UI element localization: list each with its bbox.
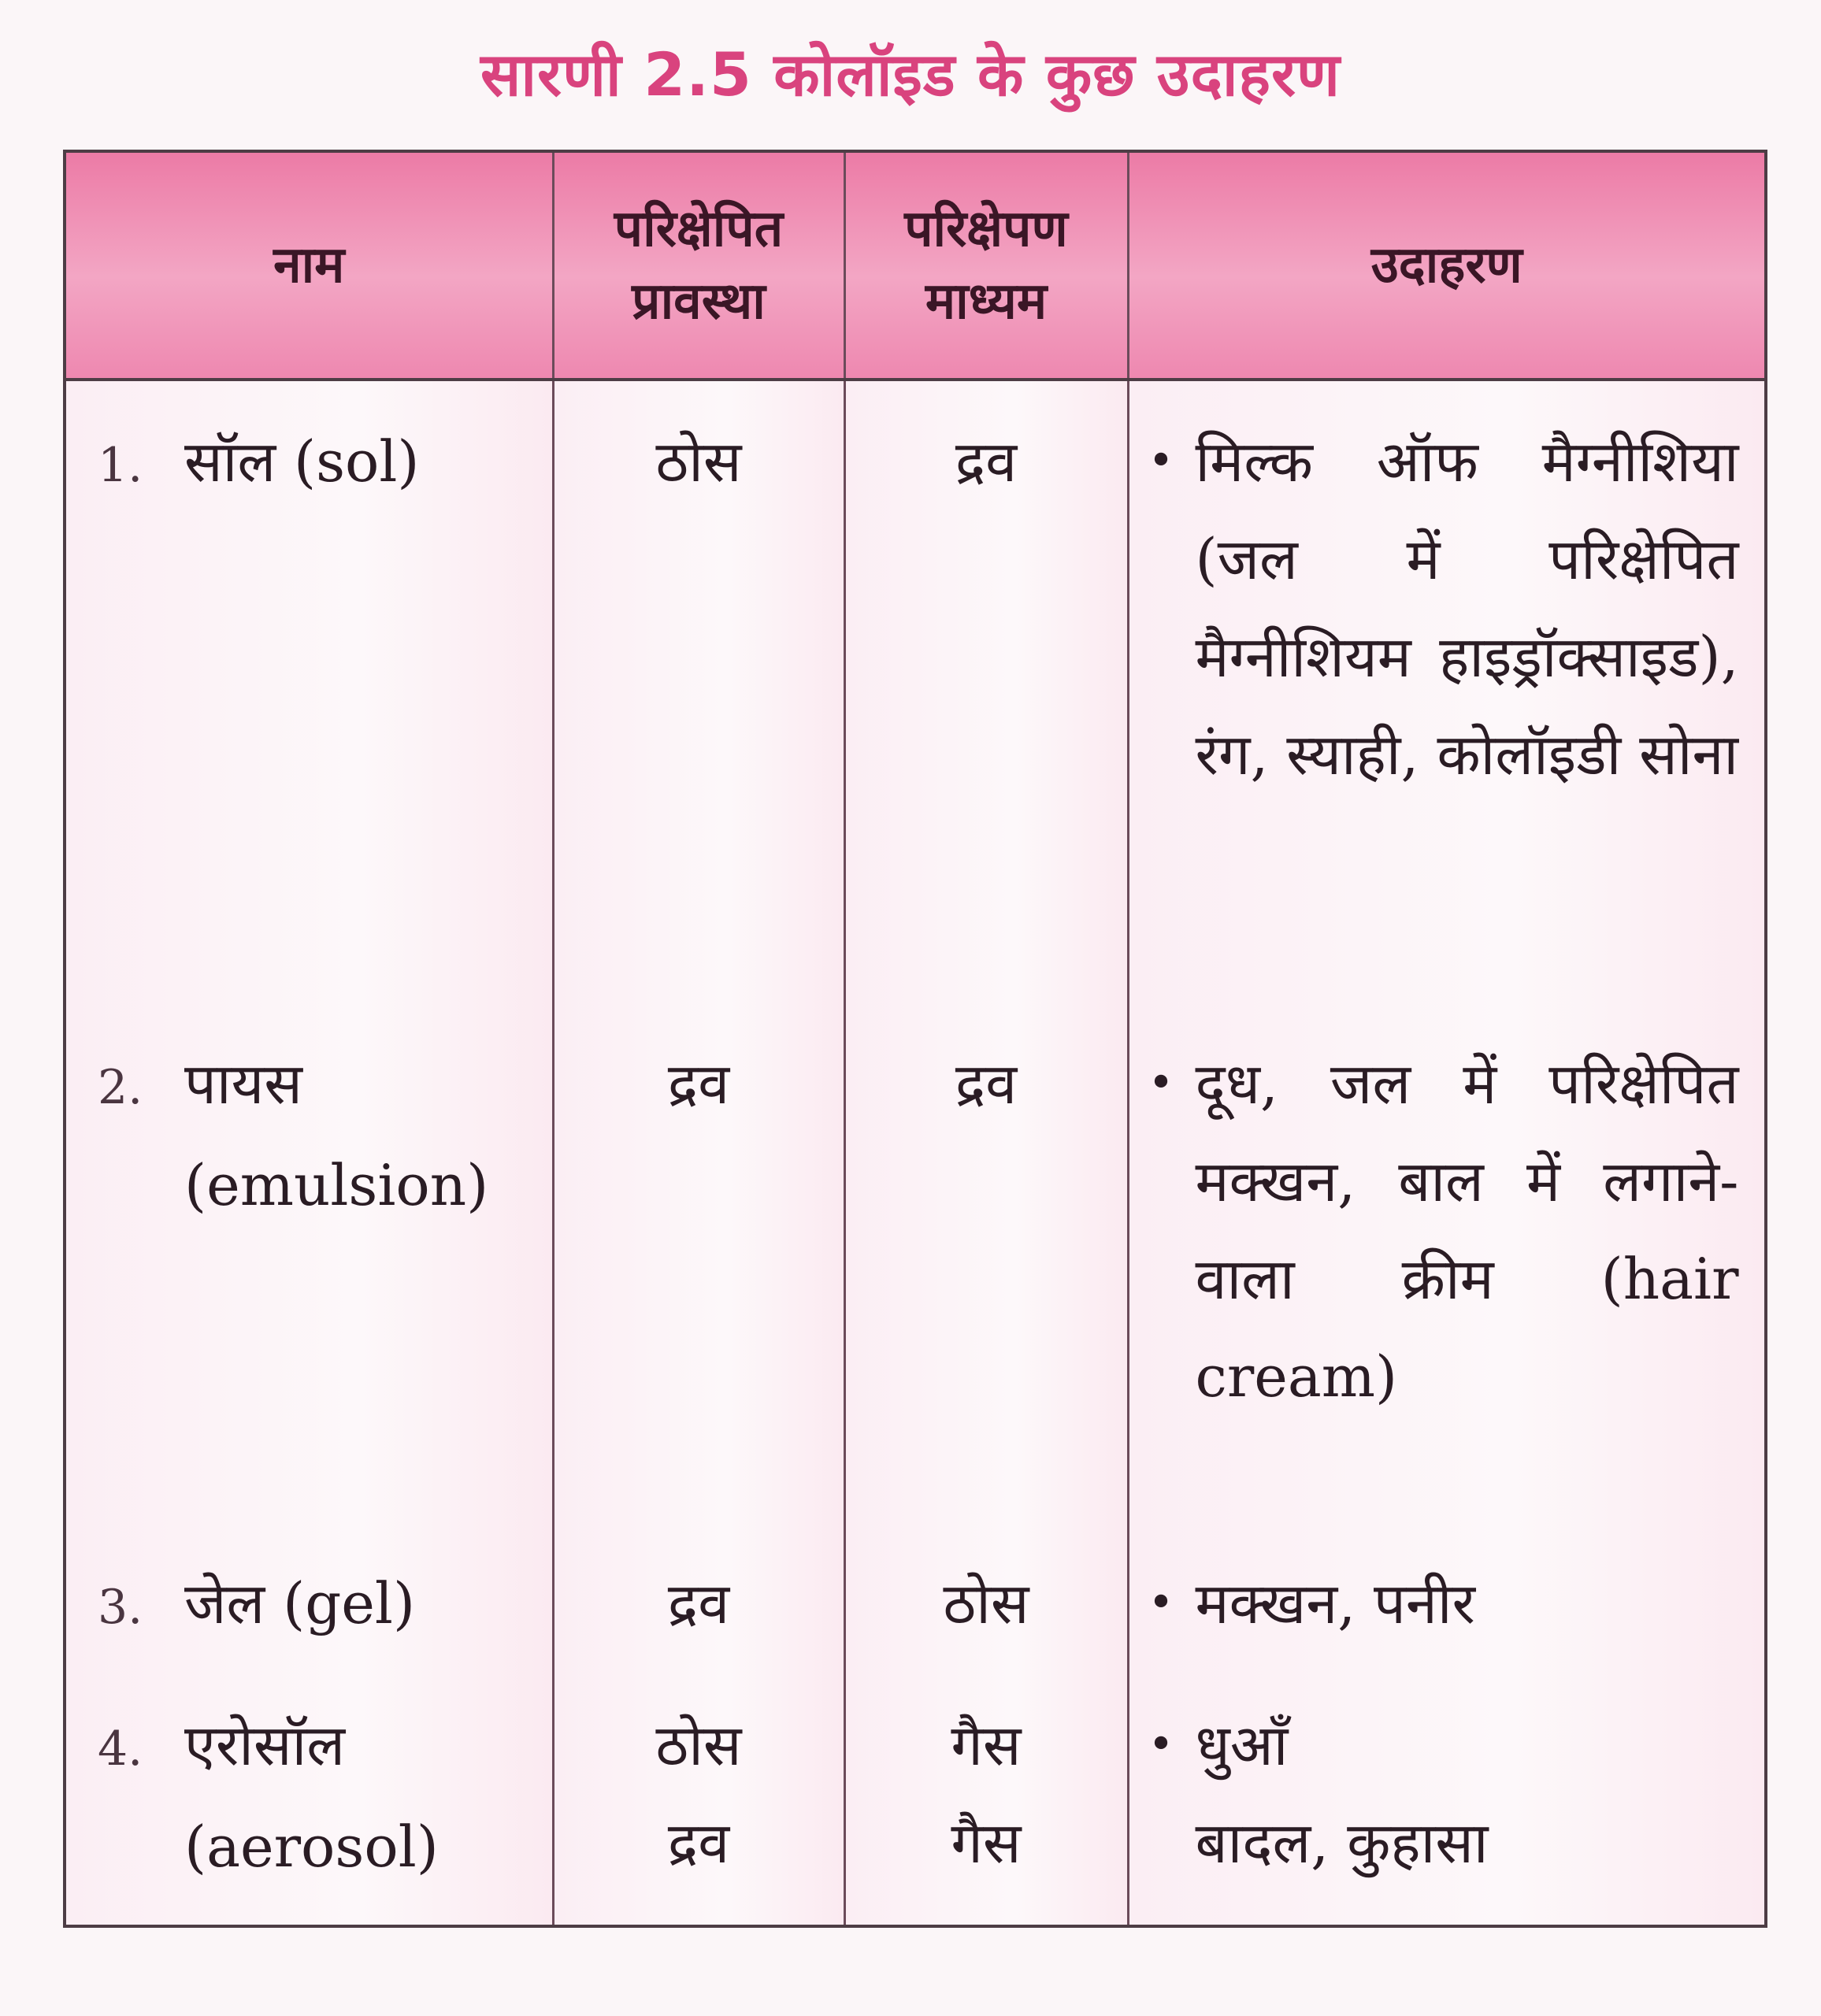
cell-medium <box>844 1696 1128 1926</box>
header-row <box>65 151 1766 380</box>
example-text: मक्खन, पनीर <box>1195 1570 1475 1636</box>
cell-phase: ठोस <box>553 380 844 1003</box>
bullet-icon: • <box>1148 1719 1174 1770</box>
cell-medium: द्रव <box>844 1003 1128 1539</box>
table-row <box>65 1003 1766 1539</box>
cell-example <box>1128 1696 1766 1926</box>
bullet-icon: • <box>1148 1058 1174 1109</box>
header-dispersion-medium: परिक्षेपण माध्यम <box>844 151 1128 380</box>
row-number: 1. <box>98 438 143 493</box>
medium-value: गैस <box>951 1712 1022 1778</box>
row-number: 2. <box>98 1060 143 1115</box>
colloid-examples-table <box>63 150 1767 1928</box>
cell-name <box>65 1539 553 1696</box>
header-name: नाम <box>65 151 553 380</box>
cell-example <box>1128 1539 1766 1696</box>
row-name: जेल (gel) <box>184 1570 416 1636</box>
row-name-english: (emulsion) <box>184 1152 489 1218</box>
table-row <box>65 380 1766 1003</box>
row-name: एरोसॉल <box>184 1712 346 1778</box>
cell-medium: द्रव <box>844 380 1128 1003</box>
cell-name <box>65 1003 553 1539</box>
row-name: पायस <box>184 1051 302 1117</box>
cell-phase <box>553 1696 844 1926</box>
cell-name <box>65 1696 553 1926</box>
row-number: 4. <box>98 1721 143 1777</box>
cell-example <box>1128 380 1766 1003</box>
bullet-icon: • <box>1148 435 1174 487</box>
header-dispersed-phase: परिक्षेपित प्रावस्था <box>553 151 844 380</box>
bullet-icon: • <box>1148 1577 1174 1629</box>
table-row <box>65 1696 1766 1926</box>
example-text: दूध, जल में परिक्षेपित मक्खन, बाल में लगाने-वाला क्रीम (hair cream) <box>1195 1051 1739 1410</box>
example-text: धुआँ <box>1195 1712 1289 1778</box>
cell-phase: द्रव <box>553 1539 844 1696</box>
example-text: मिल्क ऑफ मैग्नीशिया (जल में परिक्षेपित मैग्नीशियम हाइड्रॉक्साइड), रंग, स्याही, कोलॉइडी सोना <box>1195 428 1739 788</box>
cell-medium: ठोस <box>844 1539 1128 1696</box>
medium-value-2: गैस <box>951 1810 1022 1876</box>
row-number: 3. <box>98 1580 143 1635</box>
row-name-english: (aerosol) <box>184 1814 439 1880</box>
phase-value-2: द्रव <box>667 1810 730 1876</box>
phase-value: ठोस <box>655 1712 742 1778</box>
row-name: सॉल (sol) <box>184 428 420 495</box>
cell-example <box>1128 1003 1766 1539</box>
header-example: उदाहरण <box>1128 151 1766 380</box>
example-text-2: बादल, कुहासा <box>1195 1810 1489 1876</box>
table-row <box>65 1539 1766 1696</box>
cell-name <box>65 380 553 1003</box>
cell-phase: द्रव <box>553 1003 844 1539</box>
table-caption: सारणी 2.5 कोलॉइड के कुछ उदाहरण <box>480 39 1341 109</box>
